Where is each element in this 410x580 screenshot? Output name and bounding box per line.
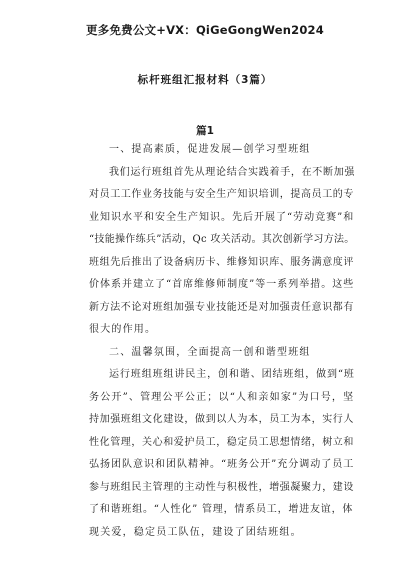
promo-banner: 更多免费公文+VX：QiGeGongWen2024: [86, 23, 324, 37]
body-line: 对员工工作业务技能与安全生产知识培训，提高员工的专: [89, 189, 354, 200]
body-line: 业知识水平和安全生产知识。先后开展了“劳动竞赛”和: [89, 211, 355, 223]
body-line: 弘扬团队意识和团队精神。“班务公开”充分调动了员工: [89, 459, 355, 470]
body-line: 很大的作用。: [89, 324, 157, 335]
body-line: 班组先后推出了设备病历卡、维修知识库、服务满意度评: [89, 256, 354, 268]
body-line: 运行班组班组讲民主，创和谐、团结班组，做到“班: [109, 369, 355, 380]
body-line: 了和谐班组。“人性化” 管理，情系员工，增进友谊，体: [89, 504, 354, 515]
body-line: 性化管理，关心和爱护员工，稳定员工思想情绪，树立和: [89, 436, 354, 448]
body-line: 务公开”、管理公平公正；以“人和亲如家”为口号，坚: [89, 391, 355, 403]
body-line: 现关爱，稳定员工队伍，建设了团结班组。: [89, 526, 302, 538]
body-line: 参与班组民主管理的主动性与积极性，增强凝聚力，建设: [89, 481, 354, 493]
body-line: 持加强班组文化建设，做到以人为本，员工为本，实行人: [89, 414, 354, 425]
body-line: 我们运行班组首先从理论结合实践着手，在不断加强: [109, 166, 356, 178]
section-heading: 篇1: [196, 125, 214, 137]
body-line: “技能操作练兵”活动，Qc 攻关活动。其次创新学习方法。: [89, 234, 355, 245]
body-line: 价体系并建立了“首席维修师制度”等一系列举措。这些: [89, 279, 355, 290]
body-line: 二、温馨氛围，全面提高一创和谐型班组: [109, 346, 311, 358]
document-body: [89, 139, 355, 544]
body-line: 新方法不论对班组加强专业技能还是对加强责任意识都有: [89, 301, 354, 313]
document-title: 标杆班组汇报材料（3篇）: [137, 74, 273, 86]
body-line: 一、提高素质，促进发展—创学习型班组: [109, 144, 311, 155]
